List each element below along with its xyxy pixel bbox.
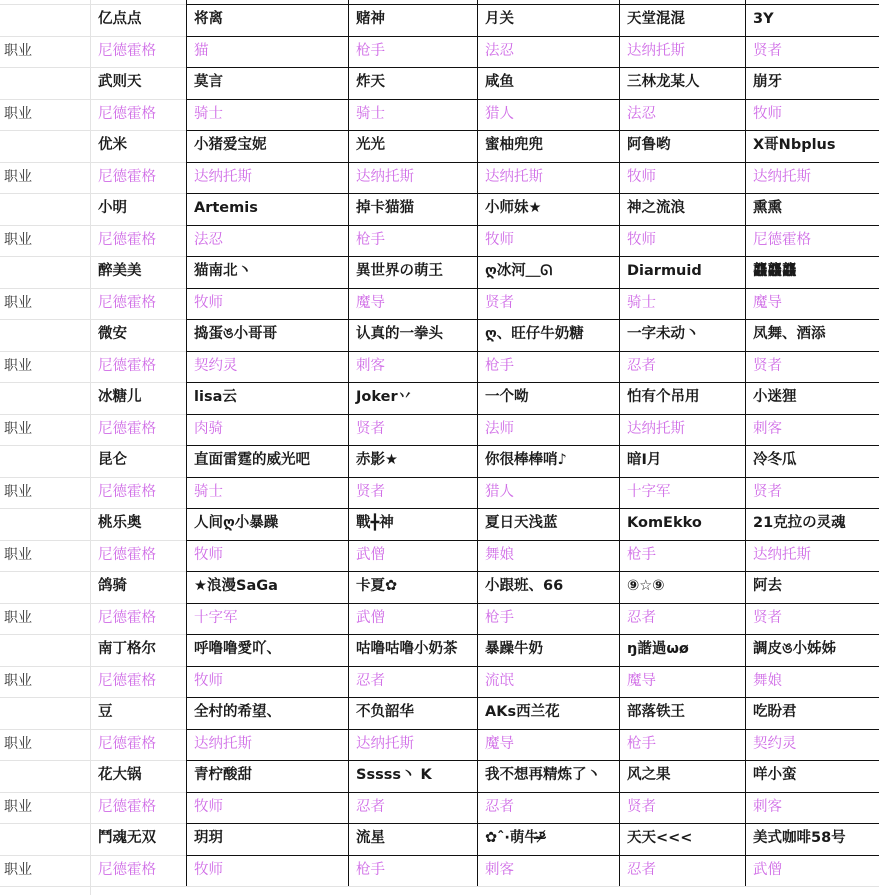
group-name: 豆 (98, 704, 113, 720)
column-gridline (745, 0, 746, 886)
player-job: 武僧 (356, 546, 385, 563)
group-job: 尼德霍格 (98, 672, 156, 689)
job-row-label: 职业 (4, 672, 32, 689)
player-job: 达纳托斯 (627, 42, 685, 59)
player-name: 小迷狸 (753, 389, 797, 405)
player-job: 贤者 (627, 798, 656, 815)
row-label-empty (0, 193, 90, 225)
player-name: 一个呦 (485, 389, 529, 405)
player-name: 直面雷霆的威光吧 (194, 452, 310, 468)
group-name: 鸽骑 (98, 578, 127, 594)
table-border-h (186, 666, 879, 667)
row-label-empty (0, 256, 90, 288)
table-border-h (186, 855, 879, 856)
player-job: 猎人 (485, 483, 514, 500)
player-job: 刺客 (485, 861, 514, 878)
player-job: 魔导 (627, 672, 656, 689)
player-name: 天天<<< (627, 830, 693, 846)
player-name: 咩小蛮 (753, 767, 797, 783)
player-job: 牧师 (194, 798, 223, 815)
group-name: 桃乐奥 (98, 515, 142, 531)
job-row-label: 职业 (4, 42, 32, 59)
player-job: 达纳托斯 (356, 735, 414, 752)
table-border-h (186, 256, 879, 257)
player-job: 武僧 (356, 609, 385, 626)
job-row-label: 职业 (4, 420, 32, 437)
group-name: 小明 (98, 200, 127, 216)
player-job: 骑士 (627, 294, 656, 311)
player-name: AKs西兰花 (485, 704, 560, 720)
player-job: 枪手 (627, 546, 656, 563)
player-job: 枪手 (356, 861, 385, 878)
row-label-empty (0, 130, 90, 162)
player-job: 牧师 (627, 168, 656, 185)
player-job: 法忍 (627, 105, 656, 122)
player-job: 牧师 (627, 231, 656, 248)
group-job: 尼德霍格 (98, 420, 156, 437)
player-name: 月关 (485, 11, 514, 27)
player-job: 枪手 (485, 357, 514, 374)
job-row-label: 职业 (4, 609, 32, 626)
player-name: 蜜柚兜兜 (485, 137, 543, 153)
table-border-h (186, 99, 879, 100)
player-job: 达纳托斯 (753, 546, 811, 563)
column-gridline (477, 0, 478, 886)
name-row (0, 193, 879, 225)
column-gridline (348, 0, 349, 886)
player-job: 魔导 (485, 735, 514, 752)
group-job: 尼德霍格 (98, 798, 156, 815)
player-name: 天堂混混 (627, 11, 685, 27)
player-job: 枪手 (627, 735, 656, 752)
player-name: 赤影★ (356, 452, 398, 468)
name-row (0, 571, 879, 603)
player-job: 舞娘 (753, 672, 782, 689)
player-job: 魔导 (753, 294, 782, 311)
player-name: Joker丷 (356, 389, 413, 405)
group-job: 尼德霍格 (98, 735, 156, 752)
player-job: 肉骑 (194, 420, 223, 437)
job-row (0, 477, 879, 509)
player-job: 枪手 (485, 609, 514, 626)
player-job: 魔导 (356, 294, 385, 311)
group-job: 尼德霍格 (98, 861, 156, 878)
player-job: 达纳托斯 (627, 420, 685, 437)
player-name: 龘龘龘 (753, 263, 797, 279)
player-name: 21克拉の灵魂 (753, 515, 846, 531)
job-row-label: 职业 (4, 231, 32, 248)
row-label-empty (0, 760, 90, 792)
player-name: 咸鱼 (485, 74, 514, 90)
table-border-h (186, 697, 879, 698)
player-job: 枪手 (356, 231, 385, 248)
player-job: 枪手 (356, 42, 385, 59)
player-name: ✿ˆ·萌牛ᵒ̴̶̷᷄ (485, 830, 546, 846)
player-name: KomEkko (627, 515, 702, 531)
player-job: 猎人 (485, 105, 514, 122)
job-row (0, 540, 879, 572)
player-job: 法师 (485, 420, 514, 437)
row-label-empty (0, 697, 90, 729)
player-name: 咕噜咕噜小奶茶 (356, 641, 458, 657)
player-name: 暗I月 (627, 452, 662, 468)
player-job: 忍者 (627, 357, 656, 374)
row-label-empty (0, 319, 90, 351)
player-job: 尼德霍格 (753, 231, 811, 248)
player-job: 十字军 (194, 609, 238, 626)
player-job: 贤者 (753, 609, 782, 626)
job-row (0, 414, 879, 446)
row-label-empty (0, 571, 90, 603)
player-job: 刺客 (753, 420, 782, 437)
column-gridline (186, 0, 187, 886)
player-name: 神之流浪 (627, 200, 685, 216)
player-name: 熏熏 (753, 200, 782, 216)
player-job: 贤者 (356, 420, 385, 437)
row-label-empty (0, 445, 90, 477)
player-name: 将离 (194, 11, 223, 27)
group-name: 武则天 (98, 74, 142, 90)
table-border-h (186, 540, 879, 541)
player-name: 三林龙某人 (627, 74, 700, 90)
player-job: 贤者 (753, 42, 782, 59)
player-name: 炸天 (356, 74, 385, 90)
job-row (0, 162, 879, 194)
player-job: 达纳托斯 (194, 735, 252, 752)
player-name: ⑨☆⑨ (627, 578, 665, 594)
name-row (0, 634, 879, 666)
group-job: 尼德霍格 (98, 546, 156, 563)
player-name: 光光 (356, 137, 385, 153)
job-row-label: 职业 (4, 105, 32, 122)
table-border-h (186, 4, 879, 5)
table-border-h (186, 193, 879, 194)
job-row-label: 职业 (4, 546, 32, 563)
player-name: 青柠酸甜 (194, 767, 252, 783)
player-name: 呼噜噜愛吖、 (194, 641, 281, 657)
group-job: 尼德霍格 (98, 168, 156, 185)
job-row (0, 225, 879, 257)
player-name: ღ冰河＿ᘏ (485, 263, 553, 279)
table-border-h (186, 792, 879, 793)
group-name: 亿点点 (98, 11, 142, 27)
player-name: 阿去 (753, 578, 782, 594)
table-border-h (186, 729, 879, 730)
job-row (0, 666, 879, 698)
player-name: Artemis (194, 200, 258, 216)
player-job: 忍者 (627, 861, 656, 878)
player-job: 贤者 (753, 357, 782, 374)
player-name: 我不想再精炼了丶 (485, 767, 601, 783)
player-job: 牧师 (194, 546, 223, 563)
player-name: 3Y (753, 11, 774, 27)
name-row (0, 4, 879, 36)
name-row (0, 382, 879, 414)
player-name: 夏日天浅蓝 (485, 515, 558, 531)
group-job: 尼德霍格 (98, 357, 156, 374)
group-name: 昆仑 (98, 452, 127, 468)
player-job: 贤者 (753, 483, 782, 500)
player-job: 猫 (194, 42, 209, 59)
group-job: 尼德霍格 (98, 483, 156, 500)
player-job: 武僧 (753, 861, 782, 878)
player-name: ღ、旺仔牛奶糖 (485, 326, 584, 342)
name-row (0, 319, 879, 351)
job-row (0, 288, 879, 320)
name-row (0, 256, 879, 288)
table-border-h (186, 823, 879, 824)
group-job: 尼德霍格 (98, 231, 156, 248)
player-job: 契约灵 (194, 357, 238, 374)
player-name: 部落铁王 (627, 704, 685, 720)
column-gridline (619, 0, 620, 886)
group-name: 微安 (98, 326, 127, 342)
table-border-h (186, 571, 879, 572)
player-name: ŋ諧過ωø (627, 641, 689, 657)
table-border-h (186, 36, 879, 37)
player-name: 怕有个吊用 (627, 389, 700, 405)
table-border-h (186, 382, 879, 383)
player-job: 达纳托斯 (356, 168, 414, 185)
player-name: 卡夏✿ (356, 578, 398, 594)
group-name: 花大锅 (98, 767, 142, 783)
player-job: 贤者 (356, 483, 385, 500)
player-name: 全村的希望、 (194, 704, 281, 720)
player-name: ★浪漫SaGa (194, 578, 278, 594)
player-job: 达纳托斯 (753, 168, 811, 185)
player-name: 猫南北丶 (194, 263, 252, 279)
table-border-h (186, 162, 879, 163)
player-job: 舞娘 (485, 546, 514, 563)
name-row (0, 823, 879, 855)
player-job: 牧师 (194, 294, 223, 311)
player-job: 达纳托斯 (485, 168, 543, 185)
player-job: 牧师 (194, 861, 223, 878)
job-row-label: 职业 (4, 798, 32, 815)
row-label-empty (0, 67, 90, 99)
row-gridline (0, 886, 879, 887)
job-row-label: 职业 (4, 483, 32, 500)
job-row-label: 职业 (4, 735, 32, 752)
group-job: 尼德霍格 (98, 42, 156, 59)
name-row (0, 508, 879, 540)
row-label-empty (0, 4, 90, 36)
player-job: 忍者 (627, 609, 656, 626)
job-row (0, 603, 879, 635)
player-job: 法忍 (194, 231, 223, 248)
player-name: 你很棒棒哨♪ (485, 452, 567, 468)
player-name: Diarmuid (627, 263, 702, 279)
table-border-h (186, 67, 879, 68)
group-job: 尼德霍格 (98, 294, 156, 311)
name-row (0, 130, 879, 162)
table-border-h (186, 760, 879, 761)
player-job: 达纳托斯 (194, 168, 252, 185)
player-name: lisa云 (194, 389, 237, 405)
name-row (0, 697, 879, 729)
group-name: 优米 (98, 137, 127, 153)
row-label-empty (0, 508, 90, 540)
player-name: 莫言 (194, 74, 223, 90)
player-name: 凤舞、酒添 (753, 326, 826, 342)
player-name: 小猪爱宝妮 (194, 137, 267, 153)
group-name: 冰糖儿 (98, 389, 142, 405)
player-name: 調皮ঙ小姊姊 (753, 641, 837, 657)
player-name: 小师妹★ (485, 200, 542, 216)
table-border-h (186, 634, 879, 635)
player-name: X哥Nbplus (753, 137, 836, 153)
player-name: 一字未动丶 (627, 326, 700, 342)
player-job: 贤者 (485, 294, 514, 311)
row-label-empty (0, 823, 90, 855)
table-border-h (186, 351, 879, 352)
job-row (0, 792, 879, 824)
player-name: 不负韶华 (356, 704, 414, 720)
player-job: 法忍 (485, 42, 514, 59)
job-row-label: 职业 (4, 357, 32, 374)
name-row (0, 760, 879, 792)
job-row (0, 351, 879, 383)
job-row-label: 职业 (4, 168, 32, 185)
job-row (0, 99, 879, 131)
table-border-h (186, 477, 879, 478)
player-name: 阿鲁哟 (627, 137, 671, 153)
player-name: 赌神 (356, 11, 385, 27)
group-job: 尼德霍格 (98, 609, 156, 626)
job-row (0, 729, 879, 761)
player-name: 风之果 (627, 767, 671, 783)
player-job: 骑士 (356, 105, 385, 122)
column-gridline (90, 0, 91, 895)
group-name: 南丁格尔 (98, 641, 156, 657)
player-name: Sssss丶 K (356, 767, 432, 783)
table-border-h (186, 319, 879, 320)
player-name: 崩牙 (753, 74, 782, 90)
player-job: 忍者 (356, 672, 385, 689)
name-row (0, 445, 879, 477)
player-job: 十字军 (627, 483, 671, 500)
table-border-h (186, 130, 879, 131)
table-border-h (186, 508, 879, 509)
row-label-empty (0, 382, 90, 414)
row-label-empty (0, 634, 90, 666)
group-name: 鬥魂无双 (98, 830, 156, 846)
player-job: 契约灵 (753, 735, 797, 752)
player-job: 牧师 (753, 105, 782, 122)
player-name: 捣蛋ঙ小哥哥 (194, 326, 278, 342)
player-job: 牧师 (485, 231, 514, 248)
player-name: 掉卡猫猫 (356, 200, 414, 216)
player-name: 暴躁牛奶 (485, 641, 543, 657)
table-border-h (186, 225, 879, 226)
job-row-label: 职业 (4, 294, 32, 311)
player-name: 人间ღ小暴躁 (194, 515, 279, 531)
player-job: 牧师 (194, 672, 223, 689)
player-job: 流氓 (485, 672, 514, 689)
name-row (0, 67, 879, 99)
job-row-label: 职业 (4, 861, 32, 878)
table-border-h (186, 603, 879, 604)
player-name: 戰╋神 (356, 515, 394, 531)
player-name: 流星 (356, 830, 385, 846)
table-border-h (186, 288, 879, 289)
table-border-h (186, 414, 879, 415)
player-name: 異世界の萌王 (356, 263, 443, 279)
player-job: 刺客 (356, 357, 385, 374)
player-name: 小跟班、66 (485, 578, 564, 594)
player-name: 吃盼君 (753, 704, 797, 720)
player-name: 冷冬瓜 (753, 452, 797, 468)
player-job: 骑士 (194, 105, 223, 122)
table-border-h (186, 445, 879, 446)
job-row (0, 855, 879, 887)
player-job: 骑士 (194, 483, 223, 500)
group-job: 尼德霍格 (98, 105, 156, 122)
player-name: 玥玥 (194, 830, 223, 846)
group-name: 醉美美 (98, 263, 142, 279)
player-job: 忍者 (356, 798, 385, 815)
player-name: 美式咖啡58号 (753, 830, 846, 846)
player-job: 忍者 (485, 798, 514, 815)
player-job: 刺客 (753, 798, 782, 815)
player-name: 认真的一拳头 (356, 326, 443, 342)
job-row (0, 36, 879, 68)
